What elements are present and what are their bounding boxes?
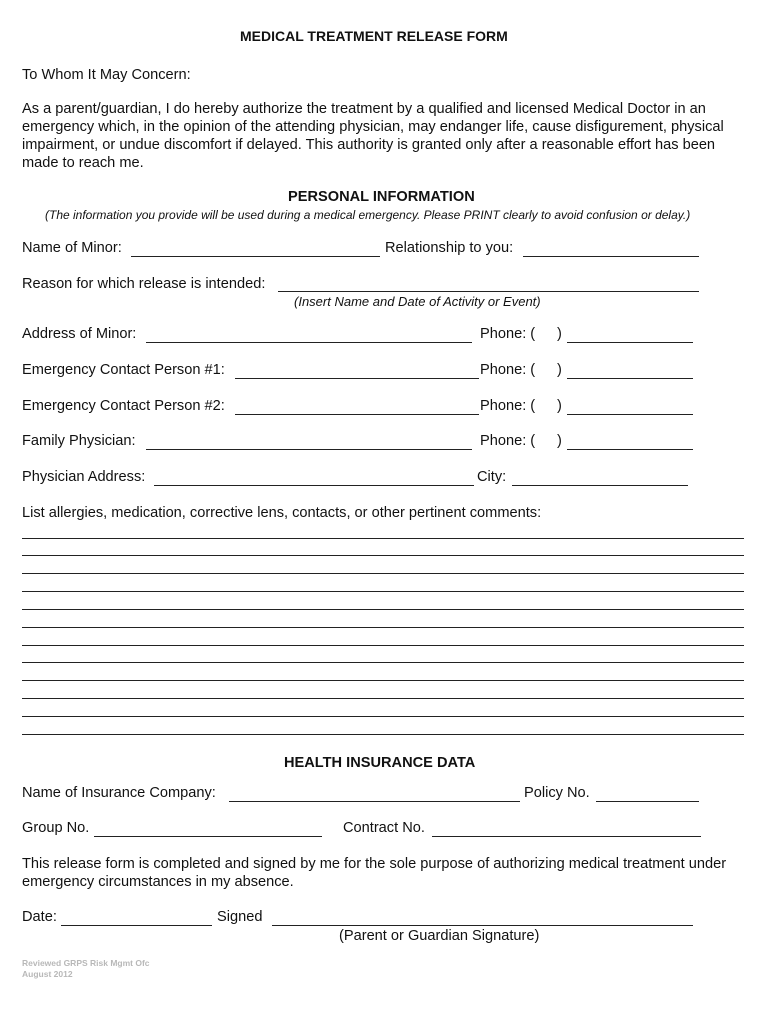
comments-line[interactable] — [22, 734, 744, 735]
signature-input[interactable] — [272, 925, 693, 926]
city-label: City: — [477, 469, 507, 485]
address-phone-close: ) — [557, 326, 562, 342]
policy-label: Policy No. — [524, 785, 590, 801]
comments-line[interactable] — [22, 698, 744, 699]
policy-input[interactable] — [596, 801, 699, 802]
comments-line[interactable] — [22, 645, 744, 646]
physician-phone-close: ) — [557, 433, 562, 449]
comments-line[interactable] — [22, 538, 744, 539]
personal-info-note: (The information you provide will be used during a medical emergency. Please PRINT clearly to avoid confusion or delay.) — [45, 208, 691, 222]
address-label: Address of Minor: — [22, 326, 137, 342]
name-of-minor-input[interactable] — [131, 256, 380, 257]
physician-input[interactable] — [146, 449, 472, 450]
address-phone-label: Phone: ( — [480, 326, 536, 342]
relationship-label: Relationship to you: — [385, 240, 514, 256]
footer-date: August 2012 — [22, 969, 73, 979]
comments-line[interactable] — [22, 555, 744, 556]
emergency2-input[interactable] — [235, 414, 479, 415]
emergency2-label: Emergency Contact Person #2: — [22, 398, 225, 414]
signature-hint: (Parent or Guardian Signature) — [339, 928, 540, 944]
group-label: Group No. — [22, 820, 90, 836]
personal-info-heading: PERSONAL INFORMATION — [288, 189, 475, 205]
emergency1-phone-label: Phone: ( — [480, 362, 536, 378]
comments-line[interactable] — [22, 591, 744, 592]
city-input[interactable] — [512, 485, 688, 486]
physician-phone-input[interactable] — [567, 449, 693, 450]
reason-hint: (Insert Name and Date of Activity or Event) — [294, 294, 541, 309]
physician-phone-label: Phone: ( — [480, 433, 536, 449]
comments-label: List allergies, medication, corrective lens, contacts, or other pertinent comments: — [22, 505, 542, 521]
emergency2-phone-close: ) — [557, 398, 562, 414]
physician-label: Family Physician: — [22, 433, 136, 449]
reason-label: Reason for which release is intended: — [22, 276, 266, 292]
release-statement: This release form is completed and signed by me for the sole purpose of authorizing medical treatment under emergency circumstances in my absence. — [22, 856, 727, 890]
comments-line[interactable] — [22, 716, 744, 717]
address-phone-input[interactable] — [567, 342, 693, 343]
relationship-input[interactable] — [523, 256, 699, 257]
footer-reviewed: Reviewed GRPS Risk Mgmt Ofc — [22, 958, 150, 968]
emergency1-input[interactable] — [235, 378, 479, 379]
date-input[interactable] — [61, 925, 212, 926]
comments-line[interactable] — [22, 627, 744, 628]
insurance-heading: HEALTH INSURANCE DATA — [284, 755, 476, 771]
emergency1-label: Emergency Contact Person #1: — [22, 362, 225, 378]
insurance-company-label: Name of Insurance Company: — [22, 785, 216, 801]
comments-line[interactable] — [22, 662, 744, 663]
address-input[interactable] — [146, 342, 472, 343]
group-input[interactable] — [94, 836, 322, 837]
authorization-paragraph: As a parent/guardian, I do hereby authorize the treatment by a qualified and licensed Medical Doctor in an emergency which, in the opinion of the attending physician, may endanger life, cause disfigurement, physical impairment, or undue discomfort if delayed. This authority is granted only after a reasonable effort has been made to reach me. — [22, 101, 724, 171]
insurance-company-input[interactable] — [229, 801, 520, 802]
date-label: Date: — [22, 909, 57, 925]
salutation: To Whom It May Concern: — [22, 67, 191, 83]
emergency1-phone-input[interactable] — [567, 378, 693, 379]
emergency2-phone-input[interactable] — [567, 414, 693, 415]
comments-line[interactable] — [22, 573, 744, 574]
name-of-minor-label: Name of Minor: — [22, 240, 122, 256]
physician-address-label: Physician Address: — [22, 469, 146, 485]
physician-address-input[interactable] — [154, 485, 474, 486]
form-title: MEDICAL TREATMENT RELEASE FORM — [240, 28, 508, 44]
contract-input[interactable] — [432, 836, 701, 837]
emergency2-phone-label: Phone: ( — [480, 398, 536, 414]
reason-input[interactable] — [278, 291, 699, 292]
signed-label: Signed — [217, 909, 263, 925]
comments-line[interactable] — [22, 680, 744, 681]
comments-line[interactable] — [22, 609, 744, 610]
emergency1-phone-close: ) — [557, 362, 562, 378]
contract-label: Contract No. — [343, 820, 425, 836]
